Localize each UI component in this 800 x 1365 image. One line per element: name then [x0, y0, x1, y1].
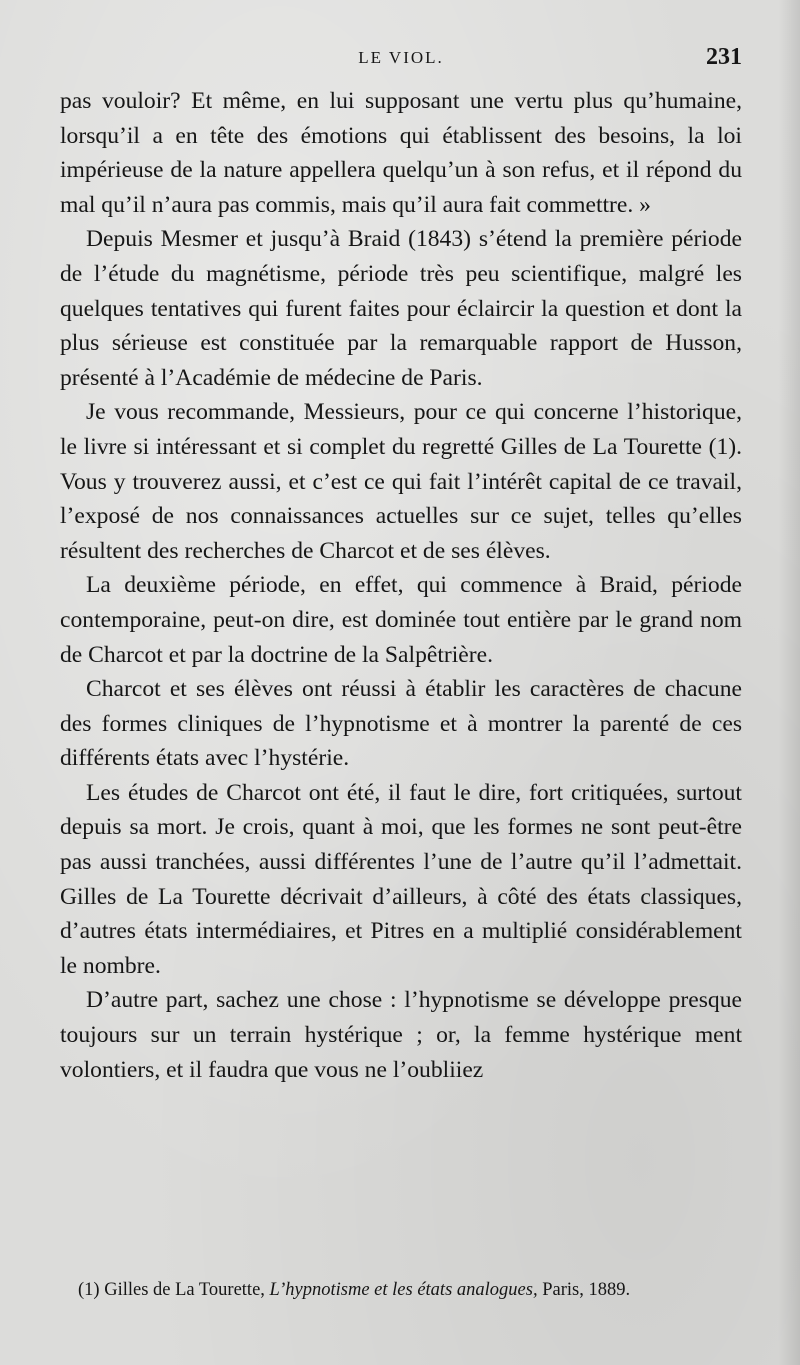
page-number: 231 — [706, 44, 742, 70]
paragraph-deuxieme-periode: La deuxième période, en effet, qui commence à Braid, période contemporaine, peut-on dire, est dominée tout entière par le grand nom de Charcot et par la doctrine de la Salpêtrière. — [60, 572, 742, 668]
footnote-place-year: Paris, 1889. — [542, 1280, 631, 1300]
running-head — [60, 44, 742, 74]
paragraph-etudes-critiquees: Les études de Charcot ont été, il faut le dire, fort critiquées, surtout depuis sa mort. Je crois, quant à moi, que les formes ne sont peut-être pas aussi tranchées, aussi différentes l’une de l’autre qu’il l’admettait. Gilles de La Tourette décrivait d’ailleurs, à côté des états classiques, d’autres états intermédiaires, et Pitres en a multiplié considérablement le nombre. — [60, 779, 742, 979]
running-title: LE VIOL. — [358, 48, 444, 67]
footnotes — [60, 1278, 742, 1302]
body-text — [60, 84, 742, 1087]
page-edge-shadow — [778, 0, 800, 1365]
paragraph-historique: Je vous recommande, Messieurs, pour ce qui concerne l’historique, le livre si intéressant et si complet du regretté Gilles de La Tourette (1). Vous y trouverez aussi, et c’est ce qui fait l’intérêt capital de ce travail, l’exposé de nos connaissances actuelles sur ce sujet, telles qu’elles résultent des recherches de Charcot et de ses élèves. — [60, 399, 742, 564]
footnote-marker: (1) — [78, 1280, 100, 1300]
footnote-title: L’hypnotisme et les états analogues, — [269, 1280, 538, 1300]
paragraph-continued: pas vouloir? Et même, en lui supposant une vertu plus qu’humaine, lorsqu’il a en tête des émotions qui établissent des besoins, la loi impérieuse de la nature appellera quelqu’un à son refus, et il répond du mal qu’il n’aura pas commis, mais qu’il aura fait commettre. » — [60, 88, 742, 218]
footnote-author: Gilles de La Tourette, — [104, 1280, 265, 1300]
paragraph-charcot-eleves: Charcot et ses élèves ont réussi à établir les caractères de chacune des formes cliniques de l’hypnotisme et à montrer la parenté de ces différents états avec l’hystérie. — [60, 676, 742, 772]
paragraph-mesmer-braid: Depuis Mesmer et jusqu’à Braid (1843) s’étend la première période de l’étude du magnétisme, période très peu scientifique, malgré les quelques tentatives qui furent faites pour éclaircir la question et dont la plus sérieuse est constituée par la remarquable rapport de Husson, présenté à l’Académie de médecine de Paris. — [60, 226, 742, 391]
footnote-1 — [60, 1278, 742, 1302]
paragraph-hysterie: D’autre part, sachez une chose : l’hypnotisme se développe presque toujours sur un terrain hystérique ; or, la femme hystérique ment volontiers, et il faudra que vous ne l’oubliiez — [60, 987, 742, 1083]
